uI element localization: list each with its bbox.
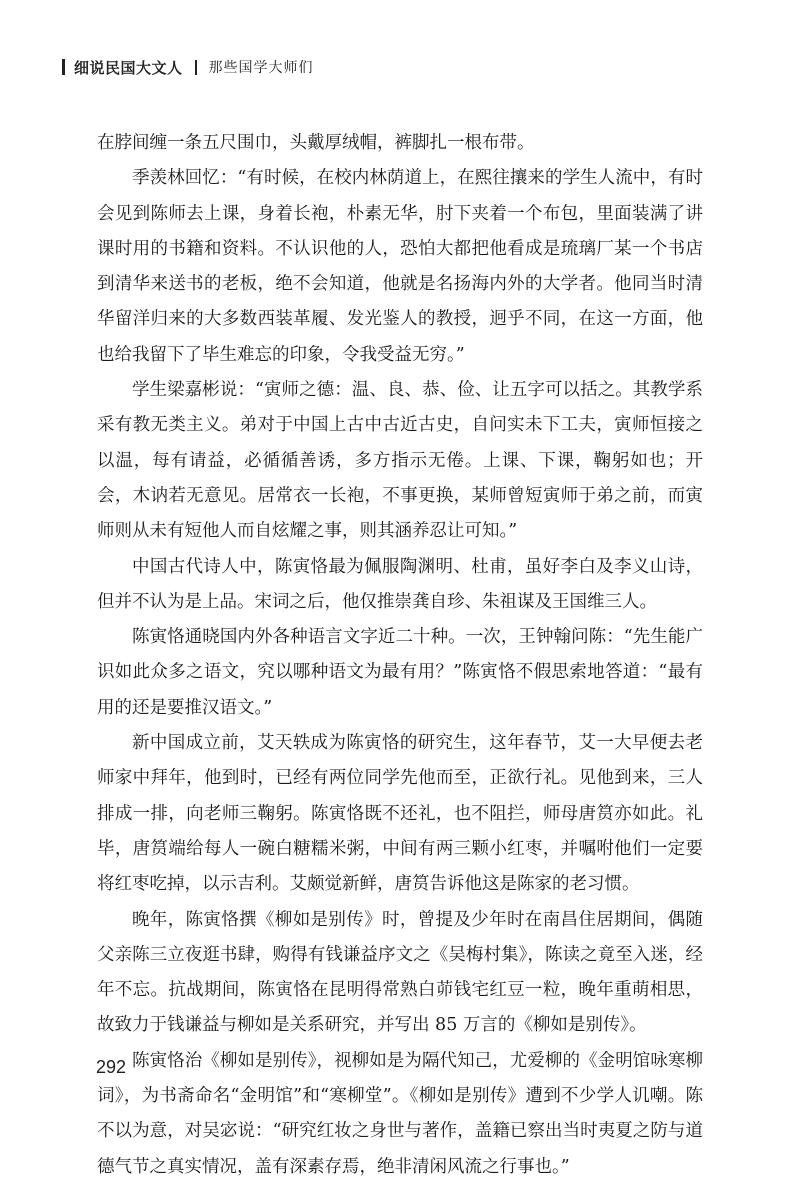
page-number: 292 — [96, 1057, 127, 1077]
paragraph: 季羡林回忆：“有时候，在校内林荫道上，在熙往攘来的学生人流中，有时会见到陈师去上课，身着长袍，朴素无华，肘下夹着一个布包，里面装满了讲课时用的书籍和资料。不认识他的人，恐怕大都把他看成是琉璃厂某一个书店到清华来送书的老板，绝不会知道，他就是名扬海内外的大学者。他同当时清华留洋归来的大多数西装革履、发光鉴人的教授，迥乎不同，在这一方面，他也给我留下了毕生难忘的印象，令我受益无穷。” — [97, 168, 703, 365]
paragraph: 晚年，陈寅恪撰《柳如是别传》时，曾提及少年时在南昌住居期间，偶随父亲陈三立夜逛书肆，购得有钱谦益序文之《吴梅村集》，陈读之竟至入迷，经年不忘。抗战期间，陈寅恪在昆明得常熟白茆钱宅红豆一粒，晚年重萌相思，故致力于钱谦益与柳如是关系研究，并写出 85 万言的《柳如是别传》。 — [97, 909, 703, 1036]
header-rule — [62, 59, 65, 75]
paragraph: 新中国成立前，艾天轶成为陈寅恪的研究生，这年春节，艾一大早便去老师家中拜年，他到时，已经有两位同学先他而至，正欲行礼。见他到来，三人排成一排，向老师三鞠躬。陈寅恪既不还礼，也不阻拦，师母唐筼亦如此。礼毕，唐筼端给每人一碗白糖糯米粥，中间有两三颗小红枣，并嘱咐他们一定要将红枣吃掉，以示吉利。艾颇觉新鲜，唐筼告诉他这是陈家的老习惯。 — [97, 733, 703, 895]
chapter-title: 那些国学大师们 — [208, 60, 314, 76]
header-separator — [195, 60, 197, 75]
book-title: 细说民国大文人 — [74, 58, 183, 77]
paragraph: 陈寅恪通晓国内外各种语言文字近二十种。一次，王钟翰问陈：“先生能广识如此众多之语文，究以哪种语文为最有用？”陈寅恪不假思索地答道：“最有用的还是要推汉语文。” — [97, 627, 703, 718]
paragraph: 陈寅恪治《柳如是别传》，视柳如是为隔代知己，尤爱柳的《金明馆咏寒柳词》，为书斋命名“金明馆”和“寒柳堂”。《柳如是别传》遭到不少学人讥嘲。陈不以为意，对吴宓说：“研究红妆之身世与著作，盖籍已察出当时夷夏之防与道德气节之真实情况，盖有深素存焉，绝非清闲风流之行事也。” — [97, 1050, 703, 1177]
body-text — [97, 126, 703, 1185]
running-header — [62, 56, 314, 78]
paragraph: 在脖间缠一条五尺围巾，头戴厚绒帽，裤脚扎一根布带。 — [97, 133, 535, 153]
paragraph: 学生梁嘉彬说：“寅师之德：温、良、恭、俭、让五字可以括之。其教学系采有教无类主义。弟对于中国上古中古近古史，自问实未下工夫，寅师恒接之以温，每有请益，必循循善诱，多方指示无倦。上课、下课，鞠躬如也；开会，木讷若无意见。居常衣一长袍，不事更换，某师曾短寅师于弟之前，而寅师则从未有短他人而自炫耀之事，则其涵养忍让可知。” — [97, 380, 703, 542]
paragraph: 中国古代诗人中，陈寅恪最为佩服陶渊明、杜甫，虽好李白及李义山诗，但并不认为是上品。宋词之后，他仅推崇龚自珍、朱祖谋及王国维三人。 — [97, 556, 703, 612]
